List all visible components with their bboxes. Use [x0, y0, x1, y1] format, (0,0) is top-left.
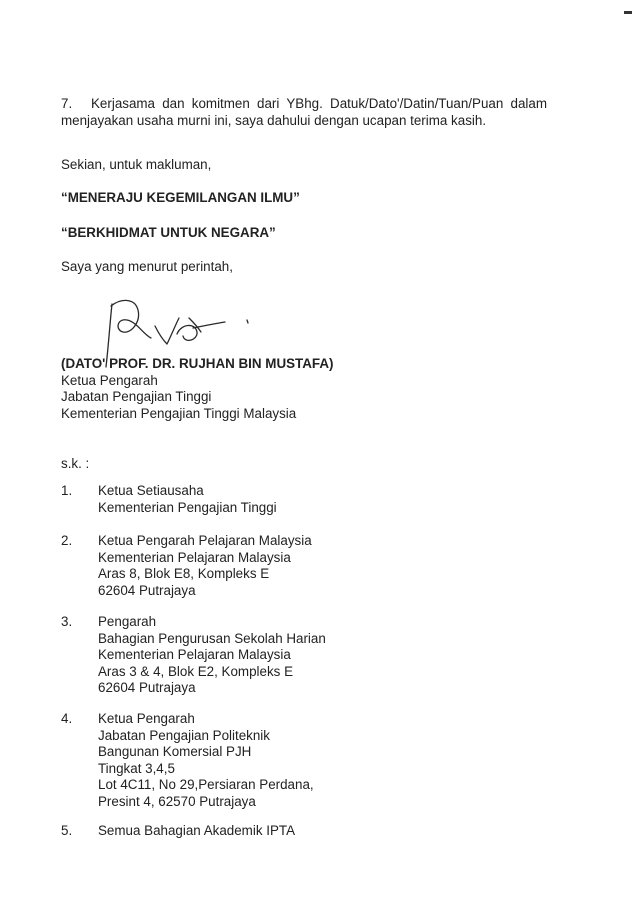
sk-item-line: Ketua Setiausaha	[98, 483, 204, 498]
page-edge-mark	[624, 11, 632, 14]
sk-item-line: Jabatan Pengajian Politeknik	[98, 727, 270, 743]
sk-item	[98, 711, 314, 811]
sk-item-number: 5.	[61, 823, 73, 838]
sk-item-line: Ketua Pengarah Pelajaran Malaysia	[98, 533, 312, 548]
sk-item-line: Aras 3 & 4, Blok E2, Kompleks E	[98, 663, 293, 679]
signatory-line: Kementerian Pengajian Tinggi Malaysia	[61, 405, 297, 421]
paragraph-7	[61, 96, 547, 129]
sk-item-line: Bangunan Komersial PJH	[98, 744, 252, 760]
signatory-name: (DATO' PROF. DR. RUJHAN BIN MUSTAFA)	[61, 356, 334, 371]
sk-item	[98, 533, 312, 599]
paragraph-number: 7.	[61, 96, 73, 111]
sk-item-line: Tingkat 3,4,5	[98, 760, 175, 776]
sk-item	[98, 823, 295, 840]
sk-item-line: Semua Bahagian Akademik IPTA	[98, 823, 296, 838]
sk-item-line: Bahagian Pengurusan Sekolah Harian	[98, 630, 326, 646]
sk-item-line: 62604 Putrajaya	[98, 582, 196, 598]
sk-item-number: 3.	[61, 614, 73, 629]
signatory-line: Jabatan Pengajian Tinggi	[61, 389, 212, 405]
sk-item-number: 1.	[61, 483, 73, 498]
sk-item-line: Pengarah	[98, 614, 157, 629]
sk-item-line: Kementerian Pelajaran Malaysia	[98, 549, 291, 565]
signatory-line: Ketua Pengarah	[61, 372, 158, 388]
sign-off-text: Saya yang menurut perintah,	[61, 259, 233, 274]
sk-item-number: 4.	[61, 711, 73, 726]
sk-item-line: Ketua Pengarah	[98, 711, 195, 726]
motto-kegemilangan: “MENERAJU KEGEMILANGAN ILMU”	[61, 190, 300, 205]
sk-item-line: Kementerian Pengajian Tinggi	[98, 499, 277, 515]
signatory-block	[61, 356, 547, 422]
motto-berkhidmat: “BERKHIDMAT UNTUK NEGARA”	[61, 225, 276, 240]
closing-text: Sekian, untuk makluman,	[61, 157, 212, 172]
sk-item-number: 2.	[61, 533, 73, 548]
sk-item	[98, 614, 326, 697]
sk-item	[98, 483, 277, 516]
paragraph-text: Kerjasama dan komitmen dari YBhg. Datuk/Dato'/Datin/Tuan/Puan dalam menjayakan usaha murni ini, saya dahului dengan ucapan terima kasih.	[61, 96, 547, 128]
sk-item-line: Lot 4C11, No 29,Persiaran Perdana,	[98, 777, 314, 793]
sk-label: s.k. :	[61, 456, 90, 471]
sk-item-line: Presint 4, 62570 Putrajaya	[98, 793, 256, 809]
sk-item-line: Aras 8, Blok E8, Kompleks E	[98, 566, 270, 582]
sk-item-line: 62604 Putrajaya	[98, 680, 196, 696]
sk-item-line: Kementerian Pelajaran Malaysia	[98, 647, 291, 663]
